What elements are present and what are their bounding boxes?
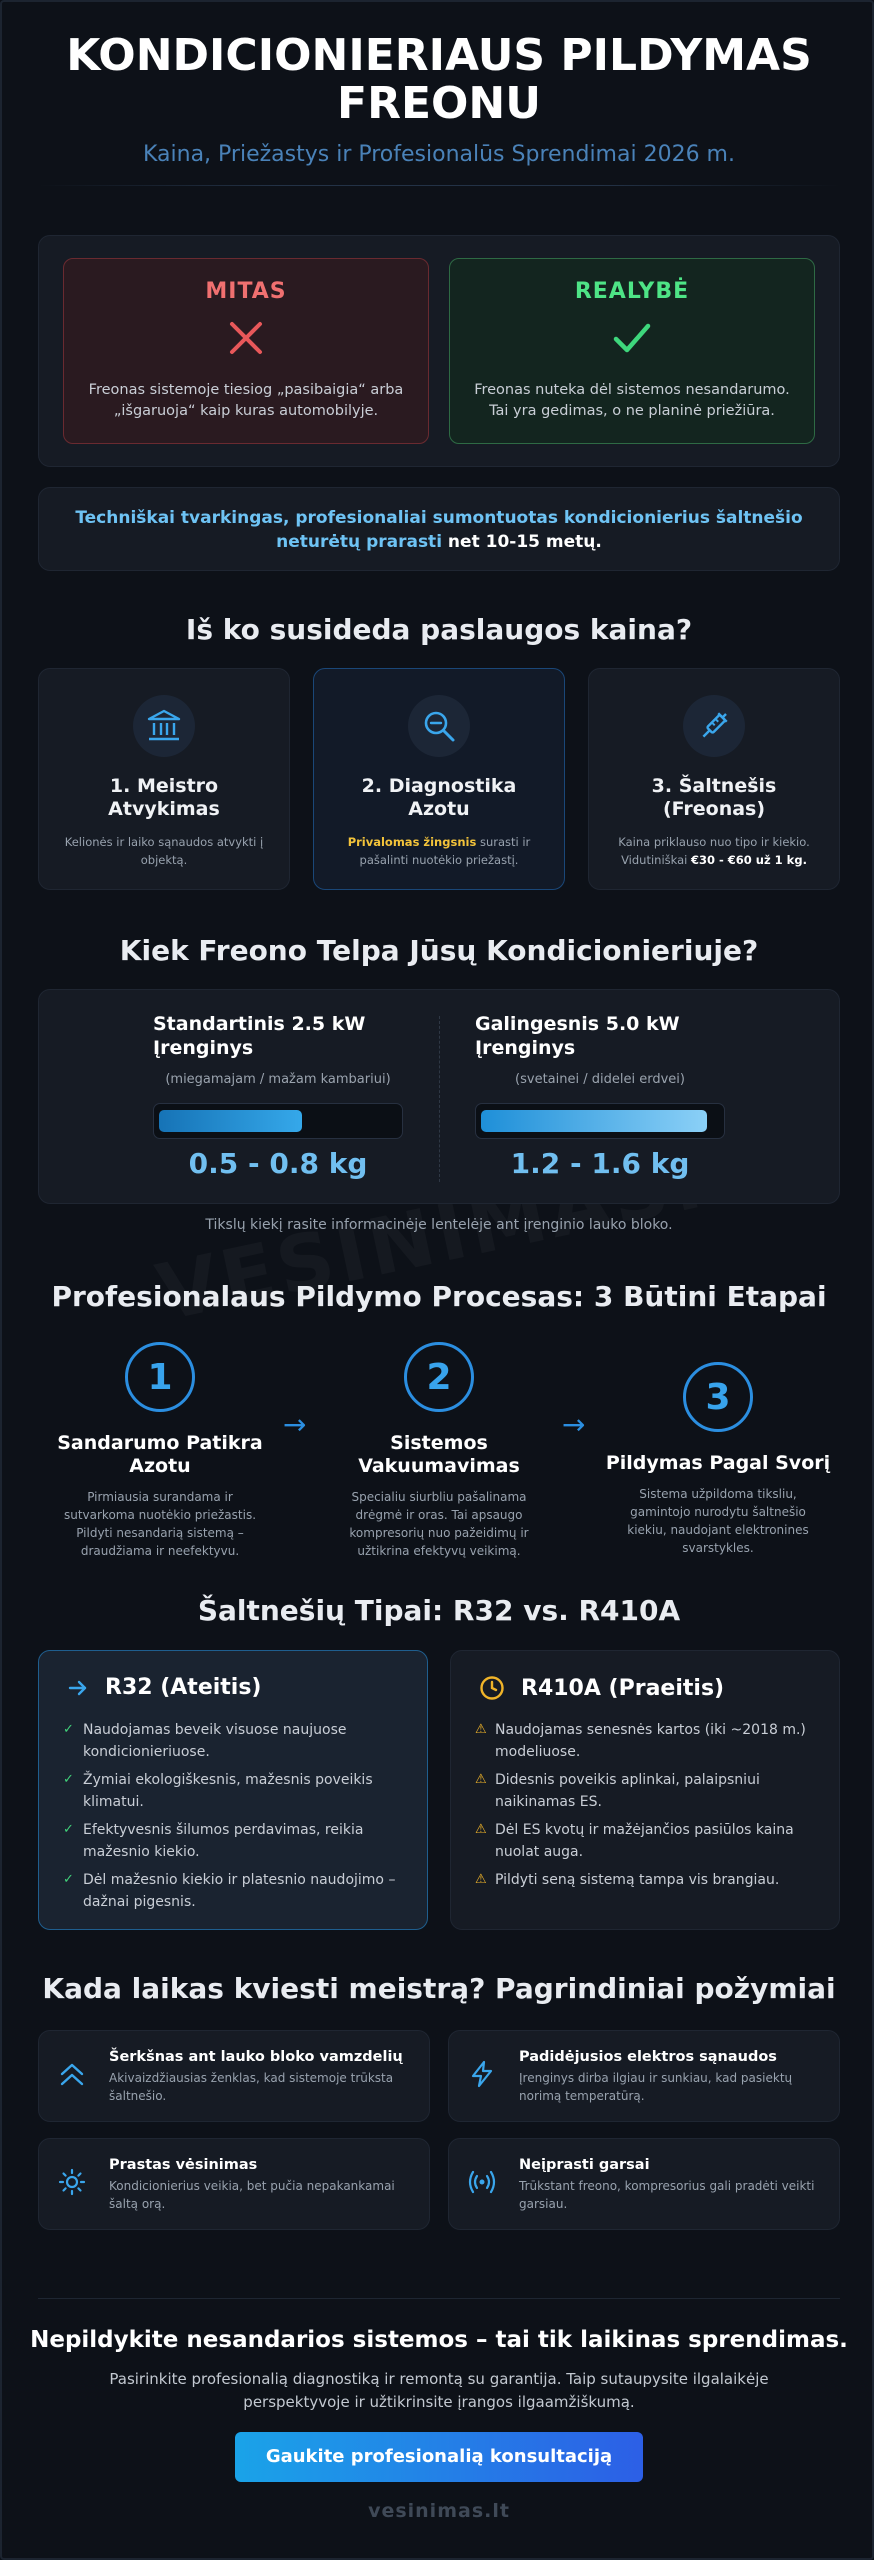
list-item	[475, 1819, 820, 1863]
capacity-bar	[475, 1103, 725, 1139]
key-fact-highlight: Techniškai tvarkingas, profesionaliai sumontuotas kondicionierius šaltnešio neturėtų prarasti	[75, 508, 803, 552]
sign-desc: Akivaizdžiausias ženklas, kad sistemoje trūksta šaltnešio.	[109, 2071, 394, 2103]
list-item	[63, 1769, 408, 1813]
step-title: Sandarumo Patikra Azotu	[57, 1432, 263, 1477]
step-desc: Specialiu siurbliu pašalinama drėgmė ir oras. Tai apsaugo kompresorių nuo pažeidimų ir užtikrina efektyvų veikimą.	[349, 1490, 529, 1558]
price-item-refrigerant	[588, 668, 840, 890]
sign-card-frost	[38, 2030, 430, 2122]
syringe-icon	[695, 707, 733, 745]
warning-icon: ⚠	[475, 1872, 487, 1887]
price-item-desc: Kelionės ir laiko sąnaudos atvykti į objektą.	[64, 835, 264, 867]
capacity-unit-name: Standartinis 2.5 kW Įrenginys	[153, 1013, 366, 1059]
chevrons-up-icon	[57, 2059, 87, 2089]
price-item-desc-rest: surasti ir pašalinti nuotėkio priežastį.	[359, 835, 531, 867]
process-step-3	[603, 1362, 833, 1557]
list-item-text: Dėl mažesnio kiekio ir platesnio naudojimo – dažnai pigesnis.	[83, 1872, 396, 1910]
price-item-diagnostics	[313, 668, 565, 890]
myth-title: MITAS	[205, 279, 287, 304]
check-mark-icon: ✓	[63, 1722, 74, 1737]
hero-header	[2, 32, 874, 167]
price-item-desc-highlight: Privalomas žingsnis	[347, 835, 477, 849]
check-icon	[610, 316, 654, 360]
list-item	[63, 1819, 408, 1863]
list-item	[475, 1869, 820, 1891]
step-desc: Sistema užpildoma tiksliu, gamintojo nurodytu šaltnešio kiekiu, naudojant elektronines svarstykles.	[627, 1487, 809, 1555]
warning-icon: ⚠	[475, 1772, 487, 1787]
price-section-title: Iš ko susideda paslaugos kaina?	[185, 613, 693, 646]
check-mark-icon: ✓	[63, 1872, 74, 1887]
list-item-text: Žymiai ekologiškesnis, mažesnis poveikis klimatui.	[83, 1772, 373, 1810]
list-item-text: Didesnis poveikis aplinkai, palaipsniui naikinamas ES.	[495, 1772, 760, 1810]
refrigerant-feature-list	[63, 1719, 408, 1919]
sign-card-noise	[448, 2138, 840, 2230]
cross-icon	[224, 316, 268, 360]
list-item-text: Dėl ES kvotų ir mažėjančios pasiūlos kaina nuolat auga.	[495, 1822, 794, 1860]
refrigerant-card-header	[479, 1675, 724, 1701]
process-step-2	[324, 1342, 554, 1560]
refrigerant-card-title: R32 (Ateitis)	[105, 1675, 262, 1700]
warning-icon: ⚠	[475, 1822, 487, 1837]
step-arrow-icon: →	[562, 1408, 586, 1441]
list-item-text: Pildyti seną sistemą tampa vis brangiau.	[495, 1872, 780, 1888]
capacity-bar-fill	[481, 1110, 707, 1132]
capacity-unit-small	[153, 1012, 403, 1180]
cta-divider	[38, 2298, 840, 2299]
sign-desc: Kondicionierius veikia, bet pučia nepakankamai šaltą orą.	[109, 2179, 395, 2211]
price-item-title: 1. Meistro Atvykimas	[108, 775, 220, 820]
bank-building-icon	[145, 707, 183, 745]
capacity-footnote: Tikslų kiekį rasite informacinėje lentelėje ant įrenginio lauko bloko.	[205, 1217, 673, 1233]
capacity-unit-room: (svetainei / didelei erdvei)	[515, 1072, 685, 1087]
capacity-divider	[439, 1016, 440, 1182]
process-step-1	[45, 1342, 275, 1560]
list-item	[63, 1719, 408, 1763]
cta-title: Nepildykite nesandarios sistemos – tai tik laikinas sprendimas.	[30, 2327, 848, 2353]
myth-box	[63, 258, 429, 444]
cta-text: Pasirinkite profesionalią diagnostiką ir remontą su garantija. Taip sutaupysite ilgalaikėje perspektyvoje ir užtikrinsite įrangos ilgaamžiškumą.	[109, 2370, 769, 2411]
list-item-text: Naudojamas beveik visuose naujuose kondicionieriuose.	[83, 1722, 347, 1760]
signs-section-title: Kada laikas kviesti meistrą? Pagrindiniai požymiai	[42, 1972, 836, 2005]
price-item-icon-wrap	[408, 695, 470, 757]
reality-box	[449, 258, 815, 444]
sign-title: Padidėjusios elektros sąnaudos	[519, 2049, 777, 2065]
list-item	[63, 1869, 408, 1913]
step-title: Pildymas Pagal Svorį	[605, 1452, 831, 1474]
step-desc: Pirmiausia surandama ir sutvarkoma nuotėkio priežastis. Pildyti nesandarią sistemą – draudžiama ir neefektyvu.	[63, 1490, 257, 1558]
sign-title: Šerkšnas ant lauko bloko vamzdelių	[109, 2049, 403, 2065]
list-item	[475, 1769, 820, 1813]
step-arrow-icon: →	[283, 1408, 307, 1441]
step-number: 3	[683, 1362, 753, 1432]
price-item-desc-bold: €30 - €60 už 1 kg.	[691, 853, 807, 867]
sign-desc: Trūkstant freono, kompresorius gali pradėti veikti garsiau.	[519, 2179, 815, 2211]
refrigerant-card-r410a	[450, 1650, 840, 1930]
step-number: 1	[125, 1342, 195, 1412]
capacity-unit-room: (miegamajam / mažam kambariui)	[165, 1072, 391, 1087]
refrigerant-feature-list	[475, 1719, 820, 1897]
check-mark-icon: ✓	[63, 1822, 74, 1837]
price-item-icon-wrap	[683, 695, 745, 757]
hero-divider	[38, 185, 840, 186]
price-item-desc	[589, 833, 839, 869]
capacity-bar	[153, 1103, 403, 1139]
capacity-value: 1.2 - 1.6 kg	[510, 1147, 690, 1180]
reality-text: Freonas nuteka dėl sistemos nesandarumo. Tai yra gedimas, o ne planinė priežiūra.	[474, 382, 790, 419]
brand-footer[interactable]: vesinimas.lt	[368, 2500, 510, 2522]
step-number: 2	[404, 1342, 474, 1412]
capacity-value: 0.5 - 0.8 kg	[188, 1147, 368, 1180]
list-item-text: Naudojamas senesnės kartos (iki ~2018 m.) modeliuose.	[495, 1722, 806, 1760]
sign-title: Neįprasti garsai	[519, 2157, 650, 2173]
clock-icon	[479, 1675, 505, 1701]
price-item-desc	[314, 833, 564, 869]
key-fact-text	[59, 506, 819, 554]
sign-card-poor-cooling	[38, 2138, 430, 2230]
price-item-icon-wrap	[133, 695, 195, 757]
refrigerant-card-r32	[38, 1650, 428, 1930]
process-section-title: Profesionalaus Pildymo Procesas: 3 Būtini Etapai	[51, 1280, 827, 1313]
sign-card-electricity	[448, 2030, 840, 2122]
capacity-unit-large	[475, 1012, 725, 1180]
price-item-title: 3. Šaltnešis (Freonas)	[651, 775, 777, 820]
key-fact-rest: net 10-15 metų.	[442, 532, 602, 552]
price-item-visit	[38, 668, 290, 890]
capacity-unit-name: Galingesnis 5.0 kW Įrenginys	[475, 1013, 680, 1059]
capacity-section-title: Kiek Freono Telpa Jūsų Kondicionieriuje?	[119, 934, 759, 967]
sound-waves-icon	[467, 2167, 497, 2197]
consultation-button[interactable]: Gaukite profesionalią konsultaciją	[235, 2432, 643, 2482]
price-item-desc-text: Kaina priklauso nuo tipo ir kiekio. Vidutiniškai	[618, 835, 810, 867]
refrigerant-card-title: R410A (Praeitis)	[521, 1675, 725, 1701]
warning-icon: ⚠	[475, 1722, 487, 1737]
sign-title: Prastas vėsinimas	[109, 2157, 258, 2173]
reality-title: REALYBĖ	[574, 279, 690, 304]
key-fact-banner	[38, 487, 840, 571]
price-item-title: 2. Diagnostika Azotu	[361, 775, 517, 820]
myth-text: Freonas sistemoje tiesiog „pasibaigia“ arba „išgaruoja“ kaip kuras automobilyje.	[88, 382, 404, 419]
magnify-search-icon	[420, 707, 458, 745]
sun-icon	[57, 2167, 87, 2197]
myth-reality-card	[38, 235, 840, 467]
list-item	[475, 1719, 820, 1763]
step-title: Sistemos Vakuumavimas	[358, 1432, 520, 1477]
page-subtitle: Kaina, Priežastys ir Profesionalūs Sprendimai 2026 m.	[143, 142, 735, 167]
check-mark-icon: ✓	[63, 1772, 74, 1787]
refrigerant-card-header	[67, 1675, 261, 1700]
sign-desc: Įrenginys dirba ilgiau ir sunkiau, kad pasiektų norimą temperatūrą.	[519, 2071, 793, 2103]
arrow-right-icon	[67, 1677, 89, 1699]
capacity-bar-fill	[159, 1110, 302, 1132]
list-item-text: Efektyvesnis šilumos perdavimas, reikia mažesnio kiekio.	[83, 1822, 364, 1860]
refrigerant-section-title: Šaltnešių Tipai: R32 vs. R410A	[197, 1594, 681, 1627]
page-title: KONDICIONIERIAUS PILDYMAS FREONU	[66, 30, 812, 129]
capacity-card	[38, 989, 840, 1204]
lightning-icon	[467, 2059, 497, 2089]
